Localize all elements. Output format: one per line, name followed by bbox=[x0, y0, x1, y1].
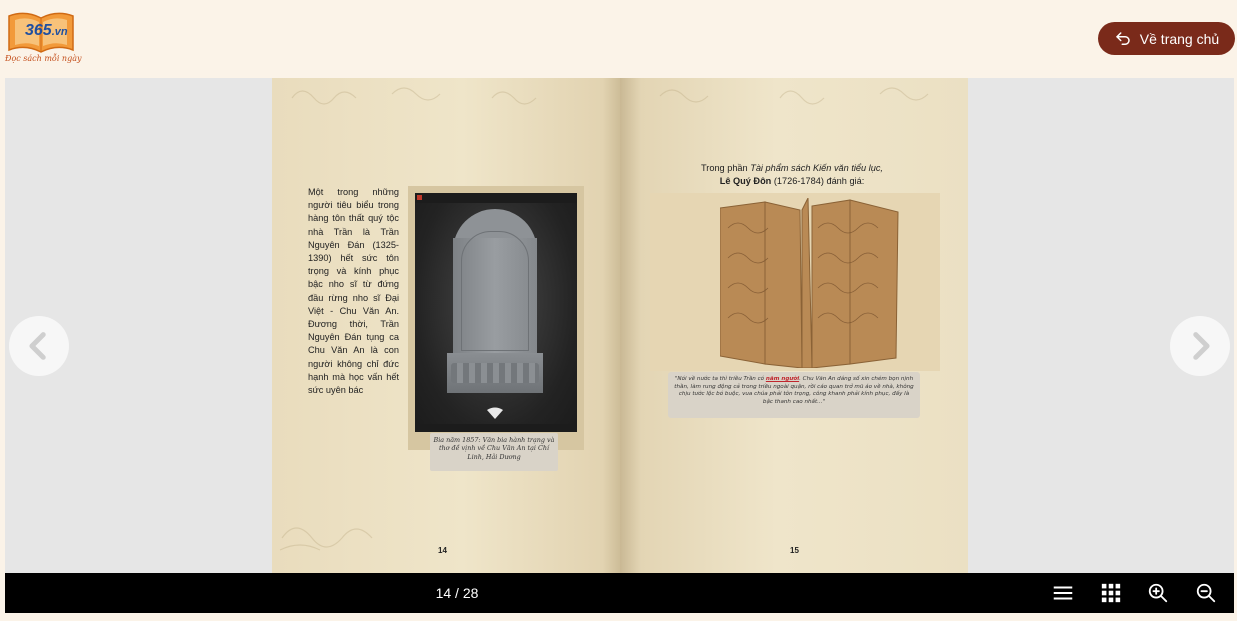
home-button[interactable] bbox=[1098, 22, 1235, 55]
photo-caption: Bia năm 1857: Văn bia hành trạng và thơ đề vịnh về Chu Văn An tại Chí Linh, Hải Dương bbox=[430, 433, 558, 471]
logo-slogan: Đọc sách mỗi ngày bbox=[5, 54, 82, 63]
logo-wordmark: 365.vn bbox=[25, 22, 68, 39]
zoom-in-button[interactable] bbox=[1145, 581, 1171, 605]
footer-strip bbox=[0, 613, 1237, 621]
cloud-ornament-top bbox=[272, 78, 620, 118]
zoom-out-button[interactable] bbox=[1193, 581, 1219, 605]
stele-photo bbox=[415, 193, 577, 432]
quote-highlight: năm người bbox=[765, 376, 800, 382]
zoom-in-icon bbox=[1147, 582, 1169, 604]
page-indicator: 14 / 28 bbox=[435, 585, 479, 601]
book-reader bbox=[5, 78, 1234, 573]
photo-bottom-bar bbox=[415, 424, 577, 432]
home-button-label: Về trang chủ bbox=[1139, 30, 1220, 47]
photo-top-bar bbox=[415, 193, 577, 203]
quote-box: "Nói về nước ta thì triều Trần có năm người. Chu Văn An dáng số xin chém bọn nịnh thần, làm rung động cả trong triều ngoài quận, rồi cáo quan trở mũ áo về nhà, không chịu tước lộc bó buộc, vua chúa phải tôn trọng, công khanh phải kính phục, đấy là bậc thanh cao nhất..." bbox=[668, 372, 920, 418]
previous-page-button[interactable] bbox=[9, 316, 69, 376]
left-page[interactable] bbox=[272, 78, 620, 573]
left-page-body-text: Một trong những người tiêu biểu trong hàng tôn thất quý tộc nhà Trần là Trần Nguyên Đán (1325-1390) hết sức tôn trọng và kính phục bậc nho sĩ từ đứng đầu rừng nho sĩ Đại Việt - Chu Văn An. Đương thời, Trần Nguyên Đán tụng ca Chu Văn An là con người không chỉ đức hạnh mà học vấn hết sức uyên bác bbox=[308, 187, 399, 396]
stele-inscription-panel bbox=[461, 231, 529, 351]
thumbnails-button[interactable] bbox=[1098, 581, 1124, 605]
table-of-contents-button[interactable] bbox=[1050, 581, 1076, 605]
chevron-right-icon bbox=[1183, 329, 1217, 363]
next-page-button[interactable] bbox=[1170, 316, 1230, 376]
open-book-illustration bbox=[720, 198, 900, 368]
site-logo[interactable] bbox=[5, 4, 82, 68]
right-page[interactable] bbox=[620, 78, 968, 573]
reader-toolbar bbox=[5, 573, 1234, 613]
return-arrow-icon bbox=[1114, 30, 1132, 48]
right-page-intro: Trong phần Tài phẩm sách Kiến văn tiểu lục, Lê Quý Đôn (1726-1784) đánh giá: bbox=[701, 163, 883, 186]
chevron-left-icon bbox=[22, 329, 56, 363]
grid-icon bbox=[1100, 582, 1122, 604]
header bbox=[0, 0, 1237, 78]
zoom-out-icon bbox=[1195, 582, 1217, 604]
right-page-number: 15 bbox=[790, 546, 799, 555]
museum-logo-icon bbox=[485, 406, 505, 420]
left-page-number: 14 bbox=[438, 546, 447, 555]
stele-base-carving bbox=[451, 363, 539, 383]
menu-icon bbox=[1052, 582, 1074, 604]
cloud-ornament-top-right bbox=[620, 78, 968, 118]
photo-badge bbox=[417, 195, 422, 200]
book-spread bbox=[272, 78, 968, 573]
